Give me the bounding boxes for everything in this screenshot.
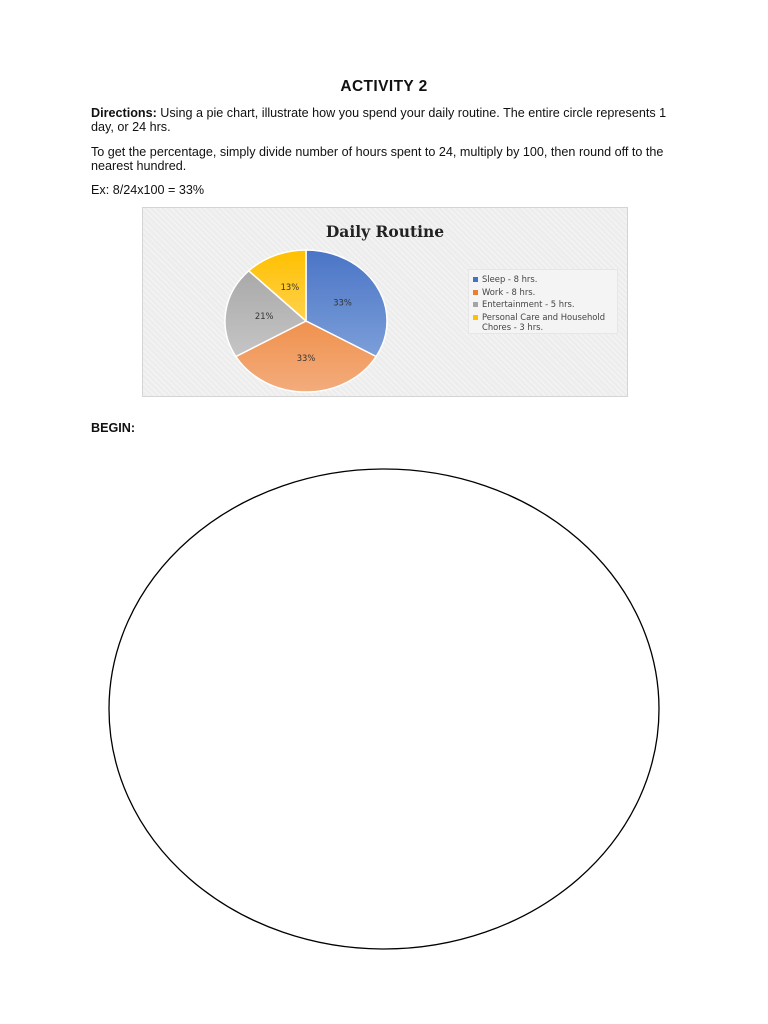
- legend-swatch: [473, 290, 478, 295]
- legend-item-work: [473, 287, 614, 298]
- directions-label: Directions:: [91, 106, 157, 120]
- legend-label: Personal Care and Household Chores - 3 hrs.: [482, 311, 606, 332]
- pie-data-label-entertainment: 21%: [254, 311, 274, 322]
- pie-data-label-work: 33%: [296, 352, 316, 363]
- example-formula: Ex: 8/24x100 = 33%: [91, 183, 205, 197]
- legend-label: Entertainment - 5 hrs.: [482, 299, 575, 309]
- begin-label: BEGIN:: [91, 421, 136, 435]
- legend-swatch: [473, 302, 478, 307]
- page-title: ACTIVITY 2: [340, 78, 428, 95]
- legend-swatch: [473, 277, 478, 282]
- legend-label: Work - 8 hrs.: [482, 286, 536, 297]
- directions-text: Using a pie chart, illustrate how you spend your daily routine. The entire circle represents 1 day, or 24 hrs.: [91, 106, 667, 134]
- blank-pie-circle: [107, 467, 661, 951]
- pie-data-label-personal-care-and-household-chores: 13%: [280, 281, 300, 292]
- percentage-instructions: To get the percentage, simply divide number of hours spent to 24, multiply by 100, then round off to the nearest hundred.: [91, 145, 664, 173]
- chart-title: Daily Routine: [325, 222, 445, 241]
- legend-item-entertainment: [473, 299, 614, 310]
- legend-item-personal-care-and-household-chores: [473, 312, 614, 333]
- legend-label: Sleep - 8 hrs.: [482, 274, 538, 284]
- legend-swatch: [473, 315, 478, 320]
- pie-chart: [142, 207, 628, 397]
- directions-paragraph: [91, 106, 681, 134]
- pie-data-label-sleep: 33%: [333, 297, 352, 308]
- chart-legend: [468, 269, 618, 334]
- legend-item-sleep: [473, 274, 614, 285]
